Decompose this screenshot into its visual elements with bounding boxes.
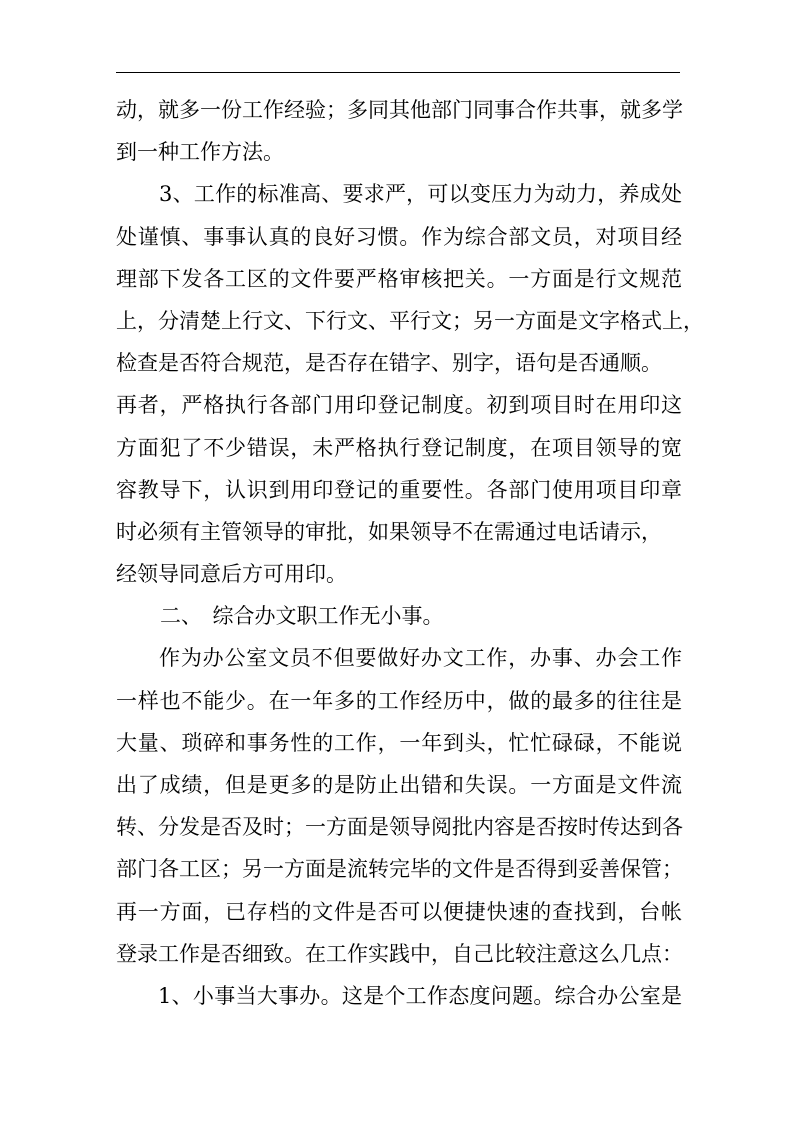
text-line: 处谨慎、事事认真的良好习惯。作为综合部文员，对项目经 bbox=[116, 224, 682, 249]
text-line: 再一方面，已存档的文件是否可以便捷快速的查找到，台帐 bbox=[116, 899, 682, 924]
text-line: 理部下发各工区的文件要严格审核把关。一方面是行文规范 bbox=[116, 266, 682, 291]
header-rule bbox=[116, 72, 680, 73]
text-line: 动，就多一份工作经验；多同其他部门同事合作共事，就多学 bbox=[116, 98, 683, 122]
text-line: 作为办公室文员不但要做好办文工作，办事、办会工作 bbox=[159, 646, 682, 671]
text-line: 3、工作的标准高、要求严，可以变压力为动力，养成处 bbox=[159, 182, 682, 207]
text-line: 部门各工区；另一方面是流转完毕的文件是否得到妥善保管； bbox=[116, 857, 683, 882]
text-line: 检查是否符合规范，是否存在错字、别字，语句是否通顺。 bbox=[116, 351, 662, 376]
text-line: 到一种工作方法。 bbox=[116, 140, 284, 165]
text-line: 上，分清楚上行文、下行文、平行文；另一方面是文字格式上， bbox=[116, 308, 704, 333]
section-heading: 二、 综合办文职工作无小事。 bbox=[160, 604, 444, 629]
text-line: 大量、琐碎和事务性的工作，一年到头，忙忙碌碌，不能说 bbox=[116, 730, 682, 755]
body-text bbox=[116, 89, 704, 1017]
text-line: 一样也不能少。在一年多的工作经历中，做的最多的往往是 bbox=[116, 688, 682, 713]
text-line: 时必须有主管领导的审批，如果领导不在需通过电话请示， bbox=[116, 519, 662, 544]
text-line: 转、分发是否及时；一方面是领导阅批内容是否按时传达到各 bbox=[116, 815, 683, 840]
text-line: 再者，严格执行各部门用印登记制度。初到项目时在用印这 bbox=[116, 393, 682, 418]
text-line: 方面犯了不少错误，未严格执行登记制度，在项目领导的宽 bbox=[116, 435, 682, 460]
text-line: 登录工作是否细致。在工作实践中，自己比较注意这么几点： bbox=[116, 941, 683, 966]
text-line: 容教导下，认识到用印登记的重要性。各部门使用项目印章 bbox=[116, 477, 682, 502]
text-line: 出了成绩，但是更多的是防止出错和失误。一方面是文件流 bbox=[116, 773, 682, 797]
text-line: 1、小事当大事办。这是个工作态度问题。综合办公室是 bbox=[158, 983, 682, 1008]
text-line: 经领导同意后方可用印。 bbox=[116, 562, 347, 587]
